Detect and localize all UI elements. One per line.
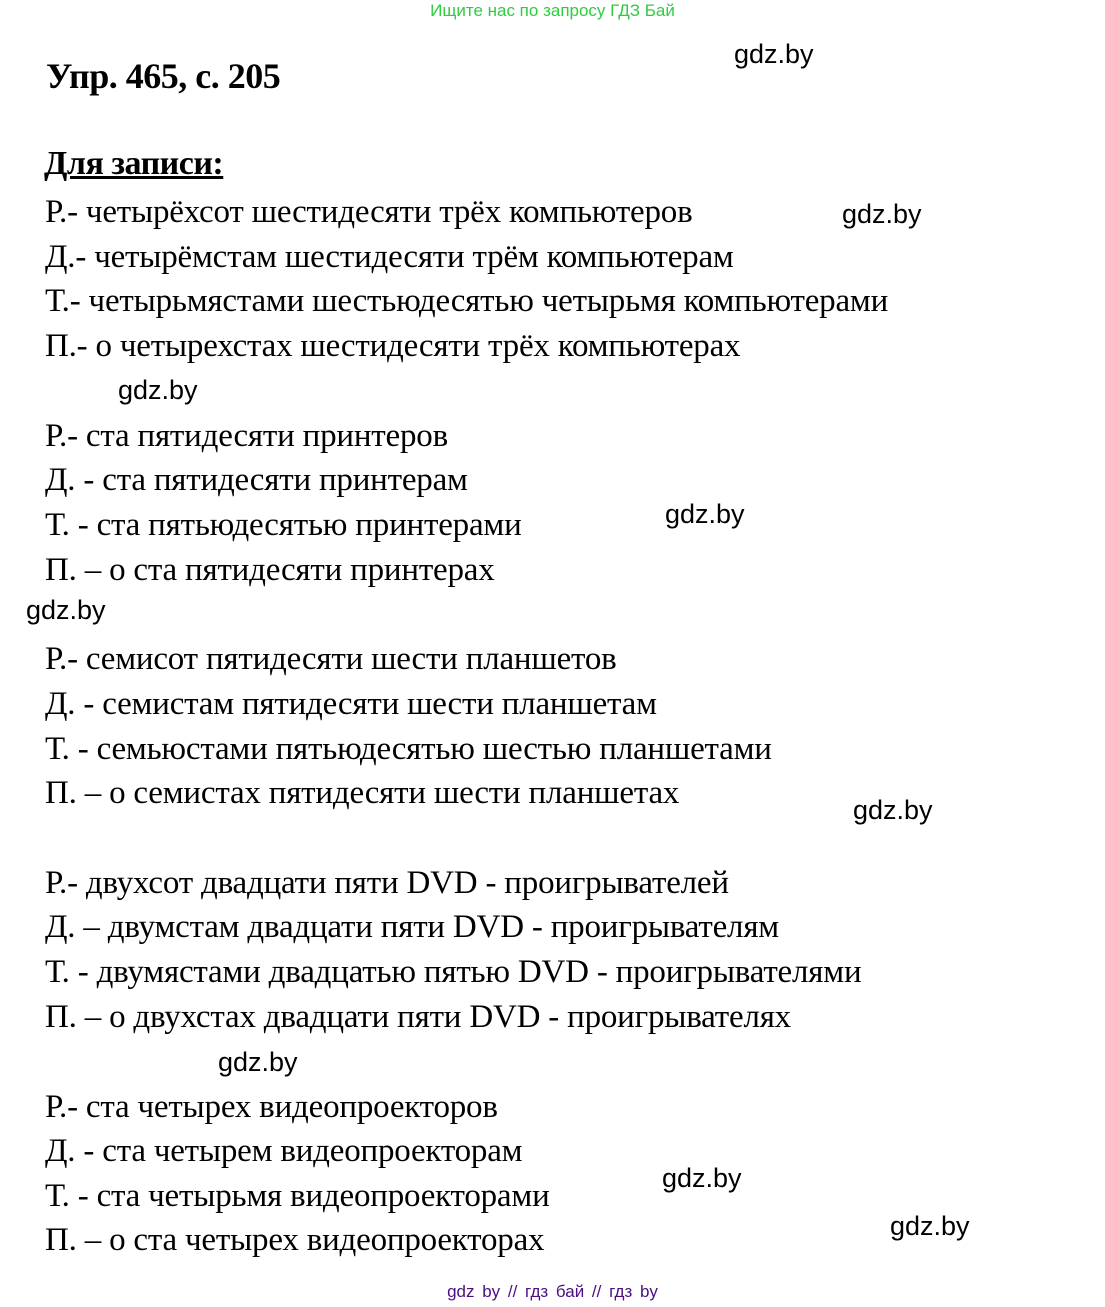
case-line: П.- о четырехстах шестидесяти трёх компьютерах <box>45 328 741 364</box>
case-line: Р.- семисот пятидесяти шести планшетов <box>45 641 617 677</box>
watermark: gdz.by <box>665 499 745 529</box>
case-line: Д. – двумстам двадцати пяти DVD - проигрывателям <box>45 909 779 945</box>
exercise-title: Упр. 465, с. 205 <box>46 56 281 96</box>
watermark: gdz.by <box>662 1163 742 1193</box>
case-line: Д.- четырёмстам шестидесяти трём компьютерам <box>45 239 734 275</box>
case-line: Т. - ста четырьмя видеопроекторами <box>45 1178 550 1214</box>
case-line: Т. - семьюстами пятьюдесятью шестью планшетами <box>45 731 772 767</box>
case-line: П. – о ста четырех видеопроекторах <box>45 1222 545 1258</box>
case-line: П. – о ста пятидесяти принтерах <box>45 552 495 588</box>
case-line: Д. - ста пятидесяти принтерам <box>45 462 468 498</box>
case-line: Т. - ста пятьюдесятью принтерами <box>45 507 522 543</box>
top-banner: Ищите нас по запросу ГДЗ Бай <box>430 1 675 20</box>
case-line: П. – о семистах пятидесяти шести планшетах <box>45 775 680 811</box>
case-line: Р.- четырёхсот шестидесяти трёх компьютеров <box>45 194 693 230</box>
watermark: gdz.by <box>26 595 106 625</box>
case-line: П. – о двухстах двадцати пяти DVD - проигрывателях <box>45 999 791 1035</box>
case-line: Р.- двухсот двадцати пяти DVD - проигрывателей <box>45 865 729 901</box>
watermark: gdz.by <box>218 1047 298 1077</box>
case-line: Д. - ста четырем видеопроекторам <box>45 1133 523 1169</box>
watermark: gdz.by <box>853 795 933 825</box>
section-heading: Для записи: <box>44 145 224 182</box>
watermark: gdz.by <box>118 375 198 405</box>
case-line: Т.- четырьмястами шестьюдесятью четырьмя компьютерами <box>45 283 889 319</box>
case-line: Т. - двумястами двадцатью пятью DVD - проигрывателями <box>45 954 862 990</box>
case-line: Р.- ста пятидесяти принтеров <box>45 418 448 454</box>
case-line: Р.- ста четырех видеопроекторов <box>45 1089 498 1125</box>
watermark: gdz.by <box>890 1211 970 1241</box>
watermark: gdz.by <box>842 199 922 229</box>
case-line: Д. - семистам пятидесяти шести планшетам <box>45 686 657 722</box>
watermark: gdz.by <box>734 39 814 69</box>
footer-watermark: gdz by // гдз бай // гдз by <box>447 1282 658 1301</box>
